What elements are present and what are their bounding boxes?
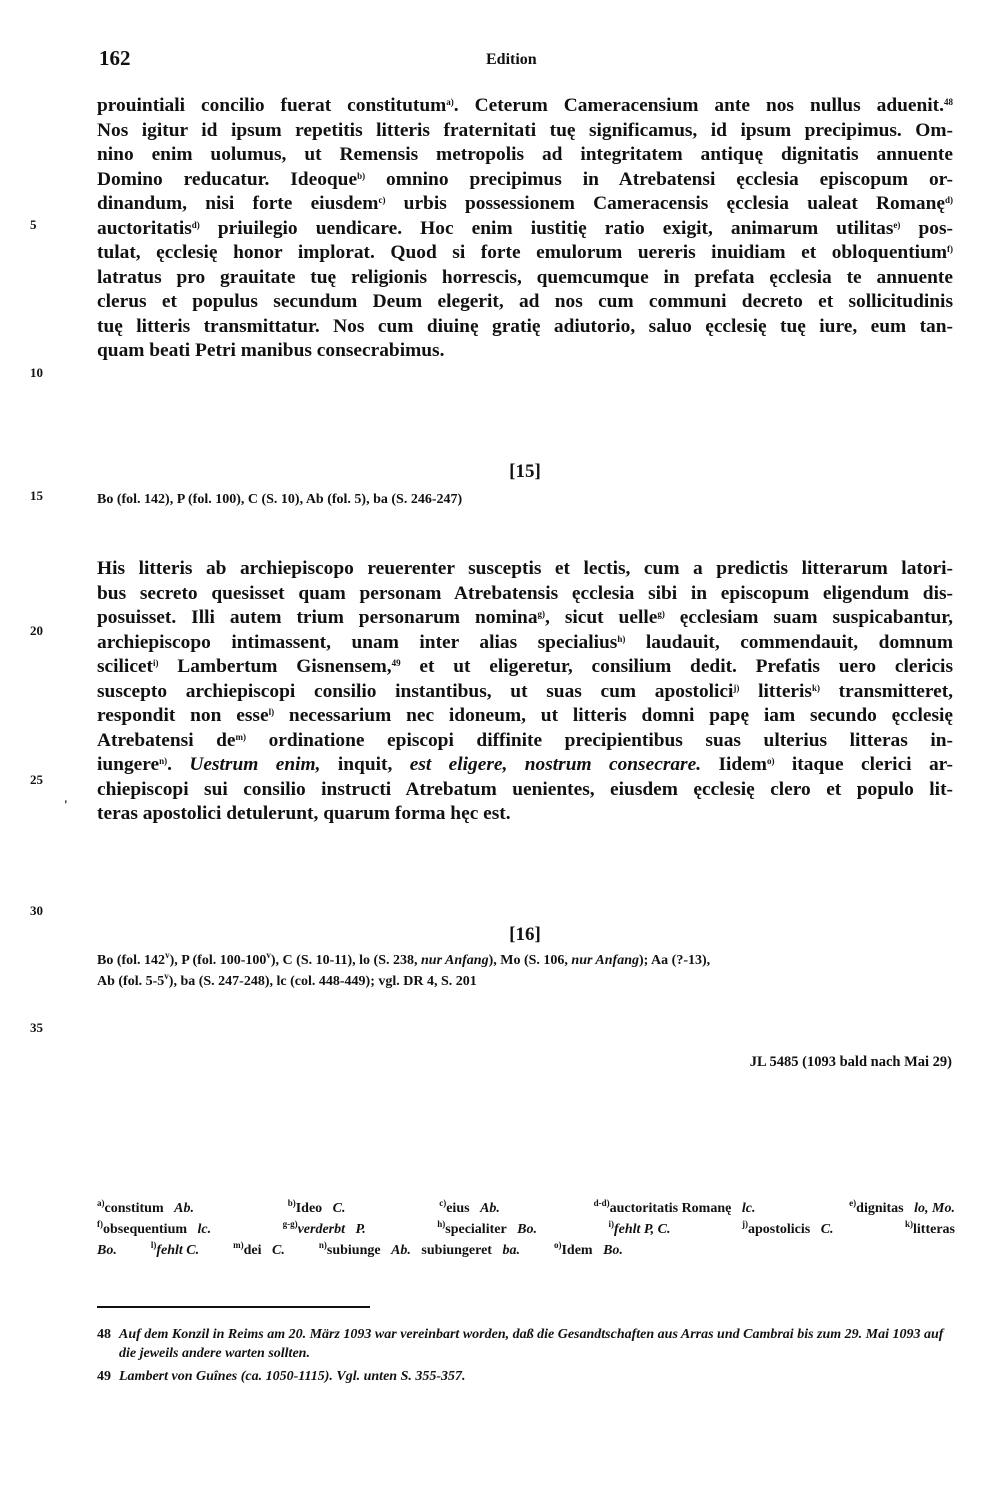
apparatus-entry: $^{b)}$Ideo C. — [287, 1198, 346, 1216]
text-line: scilicet$^{i)}$ Lambertum Gisnensem,$^{49}$ et ut eligeretur, consilium dedit. Prefatis uero clericis — [97, 656, 953, 677]
running-title: Edition — [486, 51, 537, 68]
apparatus-entry: $^{h)}$specialiter Bo. — [437, 1219, 538, 1237]
text-line: His litteris ab archiepiscopo reuerenter susceptis et lectis, cum a predictis litterarum latori- — [97, 558, 953, 579]
text-line: auctoritatis$^{d)}$ priuilegio uendicare. Hoc enim iustitię ratio exigit, animarum utilitas$^{e)}$ pos- — [97, 217, 953, 239]
main-text-block — [97, 94, 953, 364]
source-list — [97, 950, 957, 992]
text-line: clerus et populus secundum Deum elegerit, ad nos cum communi decreto et sollicitudinis — [97, 291, 953, 312]
footnotes — [97, 1325, 957, 1386]
text-line: quam beati Petri manibus consecrabimus. — [97, 340, 445, 361]
text-line: nino enim uolumus, ut Remensis metropolis ad integritatem antiquę dignitatis annuente — [97, 144, 953, 165]
text-line: suscepto archiepiscopi consilio instantibus, ut suas cum apostolici$^{j)}$ litteris$^{k)}$ transmitteret, — [97, 680, 954, 702]
footnote-ref: 49 — [391, 658, 401, 668]
footnote — [97, 1367, 957, 1386]
apparatus-entry: $^{m)}$dei C. — [233, 1240, 285, 1258]
section-15-text — [97, 557, 953, 827]
text-line: iungere$^{n)}$. Uestrum enim, inquit, est eligere, nostrum consecrare. Iidem$^{o)}$ itaque clerici ar- — [97, 754, 953, 775]
apparatus-entry: $^{n)}$subiunge Ab. subiungeret ba. — [318, 1240, 520, 1258]
apparatus-entry: $^{f)}$obsequentium lc. — [97, 1219, 212, 1237]
jl-reference: JL 5485 (1093 bald nach Mai 29) — [749, 1054, 952, 1070]
apparatus-entry: Bo. — [97, 1243, 117, 1258]
apparatus-entry: $^{k)}$litteras — [904, 1219, 955, 1237]
line-number: 20 — [30, 623, 43, 638]
line-number: 30 — [30, 903, 43, 918]
page-number: 162 — [99, 46, 131, 70]
footnote-separator — [97, 1306, 370, 1308]
critical-apparatus — [97, 1198, 955, 1261]
text-line: tuę litteris transmittatur. Nos cum diuinę gratię adiutorio, saluo ęcclesię tuę iure, eum tan- — [97, 315, 953, 337]
apparatus-entry: $^{d-d)}$auctoritatis Romanę lc. — [593, 1198, 756, 1216]
apparatus-entry: $^{i)}$fehlt P, C. — [608, 1219, 671, 1237]
apparatus-entry: $^{g-g)}$verderbt P. — [282, 1219, 366, 1237]
text-line: teras apostolici detulerunt, quarum forma hęc est. — [97, 803, 511, 824]
text-line: respondit non esse$^{l)}$ necessarium nec idoneum, ut litteris domni papę iam secundo ęcclesię — [97, 705, 953, 726]
source-line: Bo (fol. 142), P (fol. 100), C (S. 10), Ab (fol. 5), ba (S. 246-247) — [97, 492, 463, 507]
text-line: archiepiscopo intimassent, unam inter alias specialius$^{h)}$ laudauit, commendauit, domnum — [97, 631, 954, 653]
text-line: tulat, ęcclesię honor implorat. Quod si forte emulorum uereris inuidiam et obloquentium$^{f)}$ — [97, 242, 953, 263]
apparatus-line — [97, 1219, 955, 1240]
footnote-text: Lambert von Guînes (ca. 1050-1115). Vgl. unten S. 355-357. — [119, 1369, 466, 1384]
text-line: dinandum, nisi forte eiusdem$^{c)}$ urbis possessionem Cameracensis ęcclesia ualeat Romanę$^{d)}$ — [97, 193, 953, 214]
line-number: ' — [64, 797, 68, 812]
line-number: 25 — [30, 772, 43, 787]
apparatus-entry: $^{e)}$dignitas lo, Mo. — [849, 1198, 955, 1216]
text-line: bus secreto quesisset quam personam Atrebatensis ęcclesia sibi in episcopum eligendum dis- — [97, 582, 953, 604]
footnote — [97, 1325, 957, 1363]
text-line: chiepiscopi sui consilio instructi Atrebatum uenientes, eiusdem ęcclesię clero et populo lit- — [97, 778, 953, 800]
line-number: 15 — [30, 488, 43, 503]
apparatus-entry: $^{c)}$eius Ab. — [439, 1198, 500, 1216]
source-list — [97, 489, 957, 510]
section-number: [15] — [509, 461, 541, 482]
source-line: Bo (fol. 142$^v$), P (fol. 100-100$^v$), C (S. 10-11), lo (S. 238, nur Anfang), Mo (S. 106, nur Anfang); Aa (?-13), — [97, 950, 711, 968]
footnote-number: 48 — [97, 1327, 111, 1342]
line-number: 5 — [30, 217, 37, 232]
source-line: Ab (fol. 5-5$^v$), ba (S. 247-248), lc (col. 448-449); vgl. DR 4, S. 201 — [97, 971, 477, 989]
footnote-ref: 48 — [943, 97, 953, 107]
apparatus-line — [97, 1240, 955, 1261]
section-number: [16] — [509, 924, 541, 945]
text-line: posuisset. Illi autem trium personarum nomina$^{g)}$, sicut uelle$^{g)}$ ęcclesiam suam suspicabantur, — [97, 607, 953, 628]
text-line: latratus pro grauitate tuę religionis horrescis, quemcumque in prefata ęcclesia te annuente — [97, 266, 953, 288]
text-line: Nos igitur id ipsum repetitis litteris fraternitati tuę significamus, id ipsum precipimus. Om- — [97, 119, 953, 141]
text-line: Atrebatensi $de^{m)}$ ordinatione episcopi diffinite precipientibus suas ulterius litteras in- — [97, 729, 953, 751]
footnote-text: Auf dem Konzil in Reims am 20. März 1093 war vereinbart worden, daß die Gesandtschaften aus Arras und Cambrai bis zum 29. Mai 1093 auf die jeweils andere warten sollten. — [119, 1327, 944, 1361]
line-number: 35 — [30, 1020, 43, 1035]
apparatus-entry: $^{j)}$apostolicis C. — [741, 1219, 834, 1237]
text-line: prouintiali concilio fuerat constitutum$^{a)}$. Ceterum Cameracensium ante nos nullus aduenit.$^{48}$ — [97, 95, 953, 116]
line-number: 10 — [30, 365, 43, 380]
apparatus-line — [97, 1198, 955, 1219]
apparatus-entry: $^{o)}$Idem Bo. — [553, 1240, 623, 1258]
text-line: Domino reducatur. Ideoque$^{b)}$ omnino precipimus in Atrebatensi ęcclesia episcopum or- — [97, 168, 953, 190]
apparatus-entry: $^{a)}$constitum Ab. — [97, 1198, 194, 1216]
footnote-number: 49 — [97, 1369, 111, 1384]
apparatus-entry: $^{l)}$fehlt C. — [150, 1240, 200, 1258]
